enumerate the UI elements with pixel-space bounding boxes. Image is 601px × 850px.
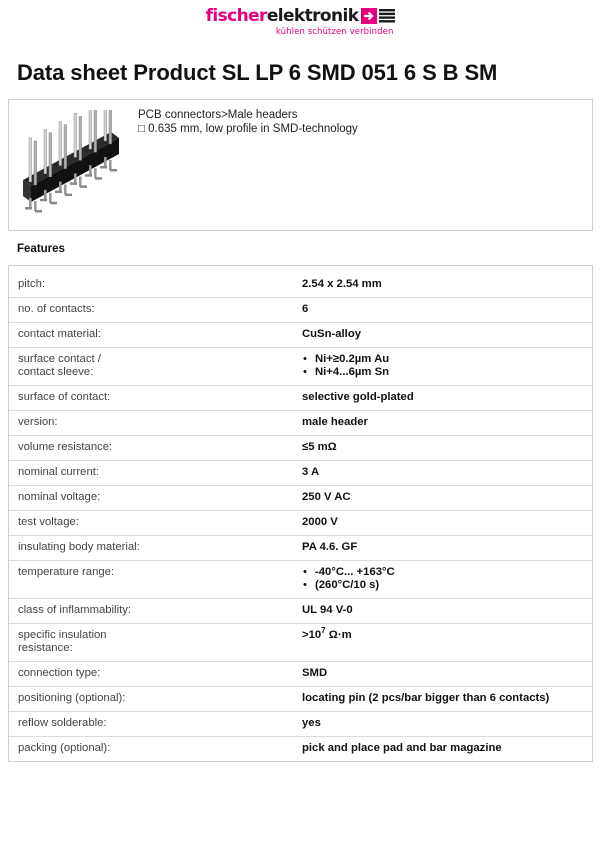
feature-value: selective gold-plated (302, 391, 414, 403)
table-row (9, 711, 592, 736)
value-base: >10 (302, 629, 322, 641)
pin-header-image (19, 110, 131, 222)
feature-value: CuSn-alloy (302, 328, 361, 340)
feature-label: volume resistance: (18, 441, 113, 453)
table-row (9, 661, 592, 686)
feature-value: 2000 V (302, 516, 338, 528)
feature-label: connection type: (18, 667, 101, 679)
feature-label: pitch: (18, 278, 46, 290)
product-summary-box (8, 99, 593, 231)
feature-label: surface of contact: (18, 391, 111, 403)
feature-value: 250 V AC (302, 491, 351, 503)
feature-value-item: • -40°C... +163°C (302, 566, 592, 579)
feature-label: test voltage: (18, 516, 79, 528)
feature-value (293, 566, 592, 592)
brand-logo (0, 6, 601, 39)
page-title: Data sheet Product SL LP 6 SMD 051 6 S B SM (17, 60, 498, 85)
logo-elektronik: elektronik (266, 6, 359, 26)
table-row (9, 623, 592, 661)
table-row (9, 485, 592, 510)
table-row (9, 460, 592, 485)
feature-label: surface contact / contact sleeve: (18, 353, 101, 378)
feature-value: 2.54 x 2.54 mm (302, 278, 382, 290)
feature-label: specific insulation resistance: (18, 629, 107, 654)
feature-label: packing (optional): (18, 742, 111, 754)
feature-value: SMD (302, 667, 328, 679)
feature-label: class of inflammability: (18, 604, 132, 616)
logo-fischer: fischer (205, 6, 267, 26)
table-row (9, 385, 592, 410)
feature-value-item: • Ni+≥0.2µm Au (302, 353, 592, 366)
feature-value (293, 353, 592, 379)
feature-value: UL 94 V-0 (302, 604, 353, 616)
logo-tagline: kühlen schützen verbinden (275, 27, 394, 37)
table-row (9, 297, 592, 322)
table-row (9, 322, 592, 347)
feature-label: reflow solderable: (18, 717, 107, 729)
product-description (138, 108, 358, 136)
feature-value (293, 626, 592, 655)
product-category: PCB connectors>Male headers (138, 109, 298, 121)
product-description-line: □ 0.635 mm, low profile in SMD-technology (138, 123, 358, 135)
feature-label: version: (18, 416, 58, 428)
feature-label: contact material: (18, 328, 101, 340)
table-row (9, 510, 592, 535)
feature-label: nominal voltage: (18, 491, 101, 503)
value-exponent: 7 (321, 626, 326, 636)
feature-value: pick and place pad and bar magazine (302, 742, 502, 754)
feature-value: 6 (302, 303, 309, 315)
table-row (9, 686, 592, 711)
feature-value: PA 4.6. GF (302, 541, 358, 553)
table-row (9, 598, 592, 623)
feature-value: ≤5 mΩ (302, 441, 337, 453)
table-row (9, 560, 592, 598)
feature-value: locating pin (2 pcs/bar bigger than 6 contacts) (302, 692, 550, 704)
table-row (9, 736, 592, 761)
feature-label: nominal current: (18, 466, 99, 478)
feature-label: no. of contacts: (18, 303, 95, 315)
table-row (9, 347, 592, 385)
feature-value-item: • Ni+4...6µm Sn (302, 366, 592, 379)
feature-value: male header (302, 416, 368, 428)
value-unit: Ω·m (325, 629, 352, 641)
table-row (9, 266, 592, 297)
feature-value-item: • (260°C/10 s) (302, 579, 592, 592)
table-row (9, 410, 592, 435)
feature-label: positioning (optional): (18, 692, 126, 704)
feature-label: insulating body material: (18, 541, 140, 553)
feature-value: yes (302, 717, 321, 729)
table-row (9, 535, 592, 560)
feature-label: temperature range: (18, 566, 115, 578)
logo-arrow-icon (361, 8, 395, 29)
features-heading: Features (17, 243, 65, 255)
features-table (8, 265, 593, 762)
table-row (9, 435, 592, 460)
feature-value: 3 A (302, 466, 320, 478)
